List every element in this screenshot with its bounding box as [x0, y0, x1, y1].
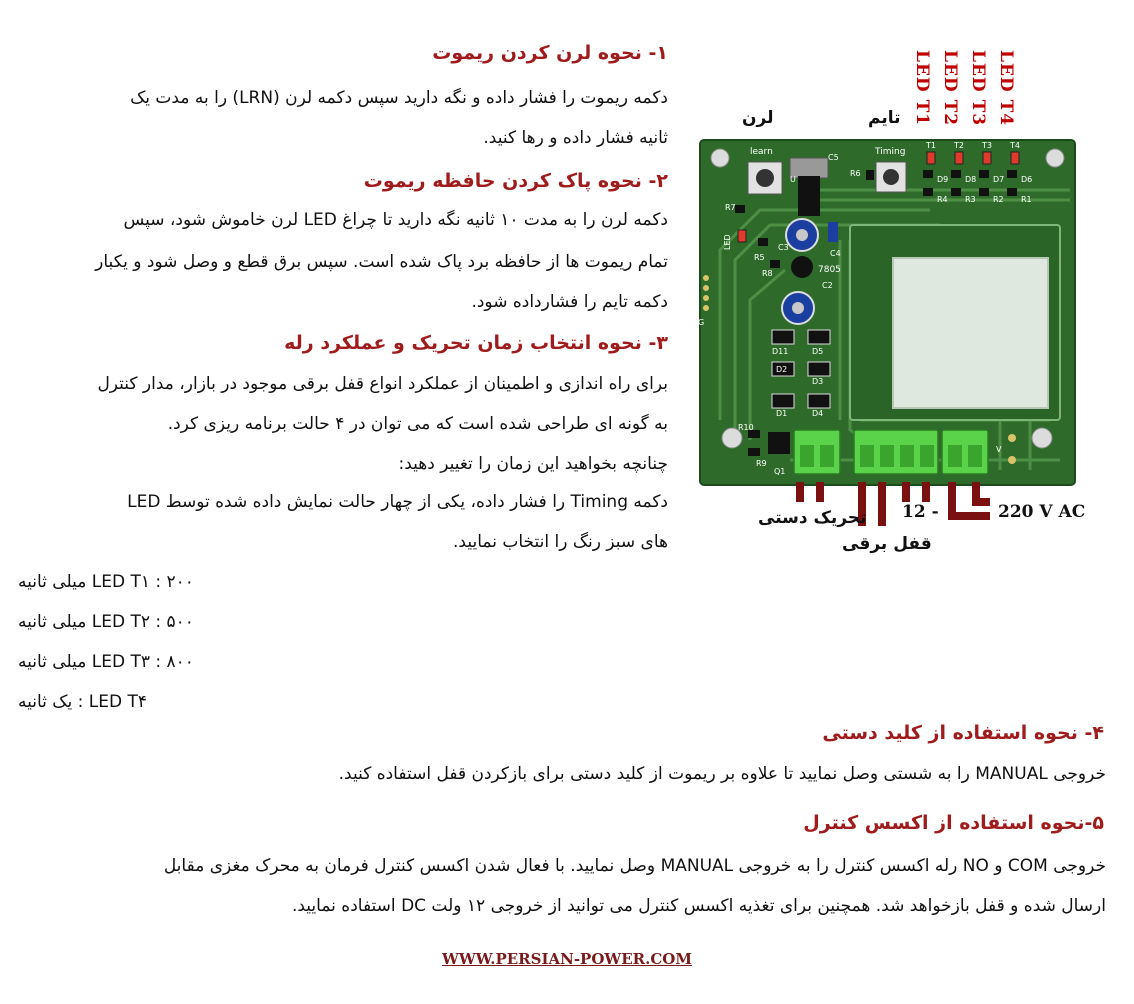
label-12v: 12 - [902, 502, 939, 522]
section2-line-3: دکمه تایم را فشارداده شود. [471, 292, 668, 312]
label-220vac: 220 V AC [998, 502, 1086, 522]
section1-line-1: دکمه ریموت را فشار داده و نگه دارید سپس دکمه لرن (LRN) را به مدت یک [130, 88, 668, 108]
wire-manual-1 [796, 482, 804, 502]
pcb-label-14: R2 [993, 195, 1004, 204]
wire-lock-2 [878, 482, 886, 526]
pcb-label-10: D7 [993, 175, 1005, 184]
pcb-label-26: Q1 [774, 467, 786, 476]
wire-ac-1-h [948, 512, 990, 520]
pcb-label-15: R1 [1021, 195, 1032, 204]
pcb-label-7: R6 [850, 169, 861, 178]
section4-heading: ۴- نحوه استفاده از کلید دستی [822, 722, 1104, 744]
pcb-label-31: V [996, 445, 1002, 454]
pcb-label-9: D8 [965, 175, 977, 184]
section1-line-2: ثانیه فشار داده و رها کنید. [483, 128, 668, 148]
pcb-text-led: LED [723, 234, 732, 250]
timing-item-t2: LED T۲ : ۵۰۰ میلی ثانیه [18, 612, 194, 632]
led-label-t1: LED T1 [912, 50, 932, 127]
pcb-label-17: T2 [954, 141, 964, 150]
section5-heading: ۵-نحوه استفاده از اکسس کنترل [803, 812, 1104, 834]
pcb-label-11: D6 [1021, 175, 1033, 184]
label-learn: لرن [742, 108, 774, 128]
label-manual: تحریک دستی [758, 508, 867, 528]
pcb-label-20: D11 [772, 347, 789, 356]
pcb-label-13: R3 [965, 195, 976, 204]
pcb-label-1: R5 [754, 253, 765, 262]
pcb-board [690, 130, 1110, 550]
pcb-label-23: D3 [812, 377, 824, 386]
section3-line-4: دکمه Timing را فشار داده، یکی از چهار حالت نمایش داده شده توسط LED [127, 492, 668, 512]
pcb-label-30: G [698, 318, 705, 327]
pcb-label-18: T3 [982, 141, 992, 150]
pcb-label-6: C5 [828, 153, 839, 162]
pcb-label-22: D2 [776, 365, 788, 374]
pcb-text-7805: 7805 [818, 265, 841, 275]
wire-manual-2 [816, 482, 824, 502]
led-label-t3: LED T3 [968, 50, 988, 127]
footer-url[interactable]: WWW.PERSIAN-POWER.COM [442, 950, 692, 968]
wire-12v-2 [922, 482, 930, 502]
pcb-label-12: R4 [937, 195, 948, 204]
pcb-label-16: T1 [926, 141, 936, 150]
pcb-label-28: R9 [756, 459, 767, 468]
pcb-label-19: T4 [1010, 141, 1020, 150]
section2-heading: ۲- نحوه پاک کردن حافظه ریموت [363, 170, 668, 192]
pcb-text-learn: learn [750, 147, 773, 157]
section3-heading: ۳- نحوه انتخاب زمان تحریک و عملکرد رله [284, 332, 668, 354]
pcb-label-21: D5 [812, 347, 824, 356]
section2-line-2: تمام ریموت ها از حافظه برد پاک شده است. سپس برق قطع و وصل شود و یکبار [95, 252, 668, 272]
section3-line-1: برای راه اندازی و اطمینان از عملکرد انواع قفل برقی موجود در بازار، مدار کنترل [97, 374, 668, 394]
pcb-label-25: D4 [812, 409, 824, 418]
pcb-label-0: R7 [725, 203, 736, 212]
section5-line-2: ارسال شده و قفل بازخواهد شد. همچنین برای تغذیه اکسس کنترل می توانید از خروجی ۱۲ ولت DC استفاده نمایید. [291, 896, 1106, 916]
label-lock: قفل برقی [842, 534, 932, 554]
section4-line-1: خروجی MANUAL را به شستی وصل نمایید تا علاوه بر ریموت از کلید دستی برای بازکردن قفل استفاده کنید. [338, 764, 1106, 784]
label-time: تایم [868, 108, 901, 128]
timing-item-t1: LED T۱ : ۲۰۰ میلی ثانیه [18, 572, 194, 592]
timing-item-t4: LED T۴ : یک ثانیه [18, 692, 148, 712]
section5-line-1: خروجی COM و NO رله اکسس کنترل را به خروجی MANUAL وصل نمایید. با فعال شدن اکسس کنترل فرمان به محرک مغزی مقابل [163, 856, 1106, 876]
pcb-label-5: C2 [822, 281, 833, 290]
pcb-label-4: C4 [830, 249, 841, 258]
section1-heading: ۱- نحوه لرن کردن ریموت [432, 42, 668, 64]
pcb-label-29: U [790, 175, 796, 184]
wire-ac-2-h [972, 498, 990, 506]
led-label-t4: LED T4 [996, 50, 1016, 127]
pcb-text-timing: Timing [875, 147, 906, 157]
pcb-label-2: R8 [762, 269, 773, 278]
pcb-label-27: R10 [738, 423, 754, 432]
section2-line-1: دکمه لرن را به مدت ۱۰ ثانیه نگه دارید تا چراغ LED لرن خاموش شود، سپس [123, 210, 668, 230]
timing-item-t3: LED T۳ : ۸۰۰ میلی ثانیه [18, 652, 194, 672]
pcb-label-3: C3 [778, 243, 789, 252]
section3-line-3: چنانچه بخواهید این زمان را تغییر دهید: [398, 454, 668, 474]
section3-line-2: به گونه ای طراحی شده است که می توان در ۴ حالت برنامه ریزی کرد. [167, 414, 668, 434]
section3-line-5: های سبز رنگ را انتخاب نمایید. [453, 532, 668, 552]
led-label-t2: LED T2 [940, 50, 960, 127]
pcb-label-8: D9 [937, 175, 949, 184]
wire-12v-1 [902, 482, 910, 502]
pcb-label-24: D1 [776, 409, 788, 418]
